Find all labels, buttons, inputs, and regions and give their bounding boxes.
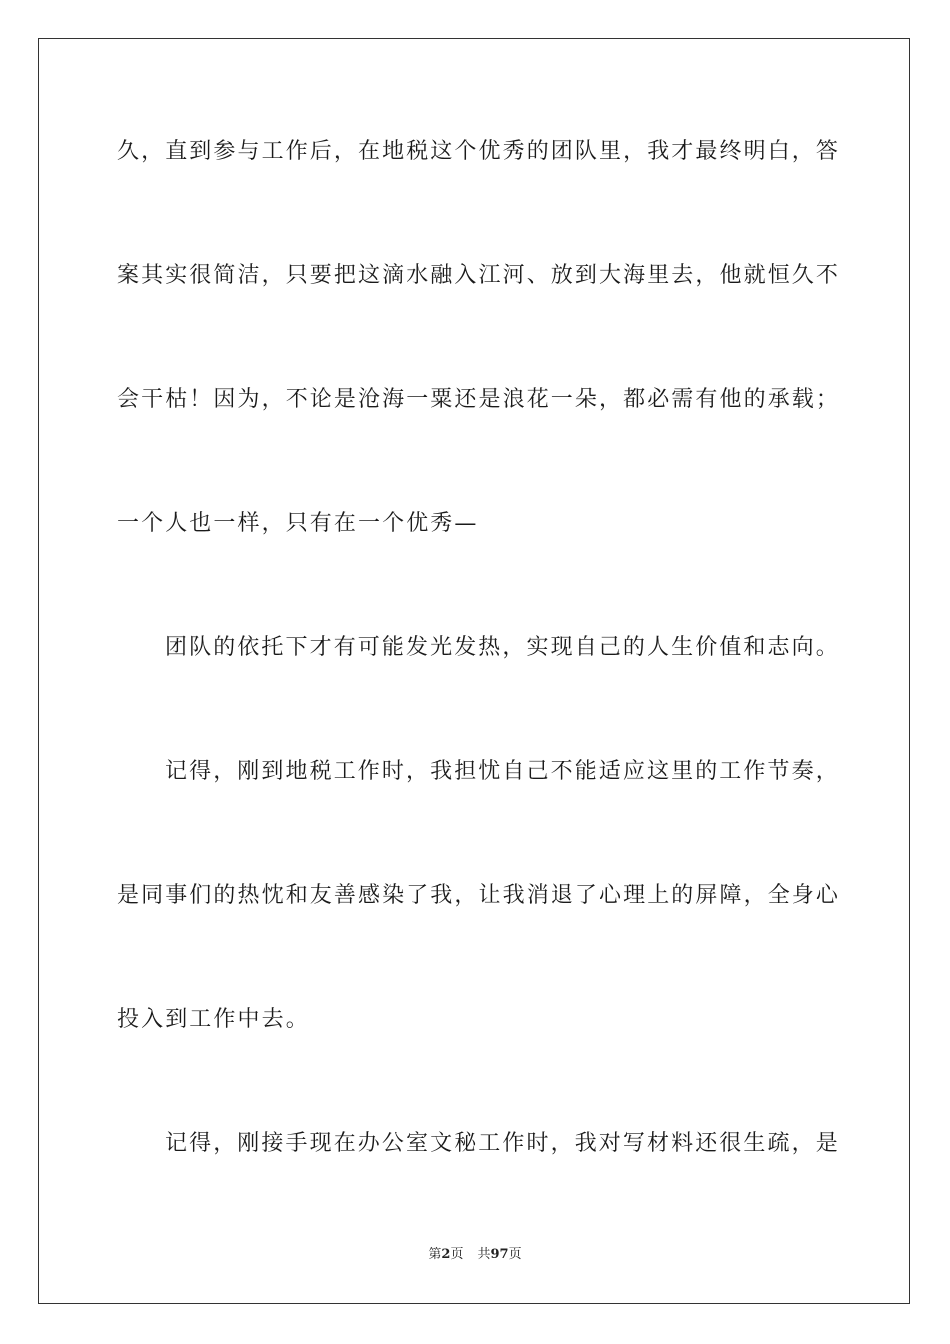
page-footer	[0, 1246, 950, 1264]
body-line-7: 是同事们的热忱和友善感染了我，让我消退了心理上的屏障，全身心	[117, 883, 841, 908]
total-prefix: 共	[477, 1247, 491, 1262]
page-border	[38, 38, 910, 1304]
body-line-8: 投入到工作中去。	[117, 1007, 310, 1032]
page-suffix: 页	[450, 1247, 464, 1262]
body-line-1: 久，直到参与工作后，在地税这个优秀的团队里，我才最终明白，答	[117, 139, 841, 164]
body-line-5: 团队的依托下才有可能发光发热，实现自己的人生价值和志向。	[165, 635, 840, 660]
body-line-2: 案其实很简洁，只要把这滴水融入江河、放到大海里去，他就恒久不	[117, 263, 841, 288]
page-current: 2	[441, 1247, 451, 1262]
body-line-4: 一个人也一样，只有在一个优秀—	[117, 511, 479, 536]
body-line-9: 记得，刚接手现在办公室文秘工作时，我对写材料还很生疏，是	[165, 1131, 840, 1156]
page-prefix: 第	[428, 1247, 442, 1262]
total-suffix: 页	[508, 1247, 522, 1262]
body-line-6: 记得，刚到地税工作时，我担忧自己不能适应这里的工作节奏，	[165, 759, 840, 784]
page-total: 97	[490, 1247, 509, 1262]
body-line-3: 会干枯！因为，不论是沧海一粟还是浪花一朵，都必需有他的承载；	[117, 387, 841, 412]
